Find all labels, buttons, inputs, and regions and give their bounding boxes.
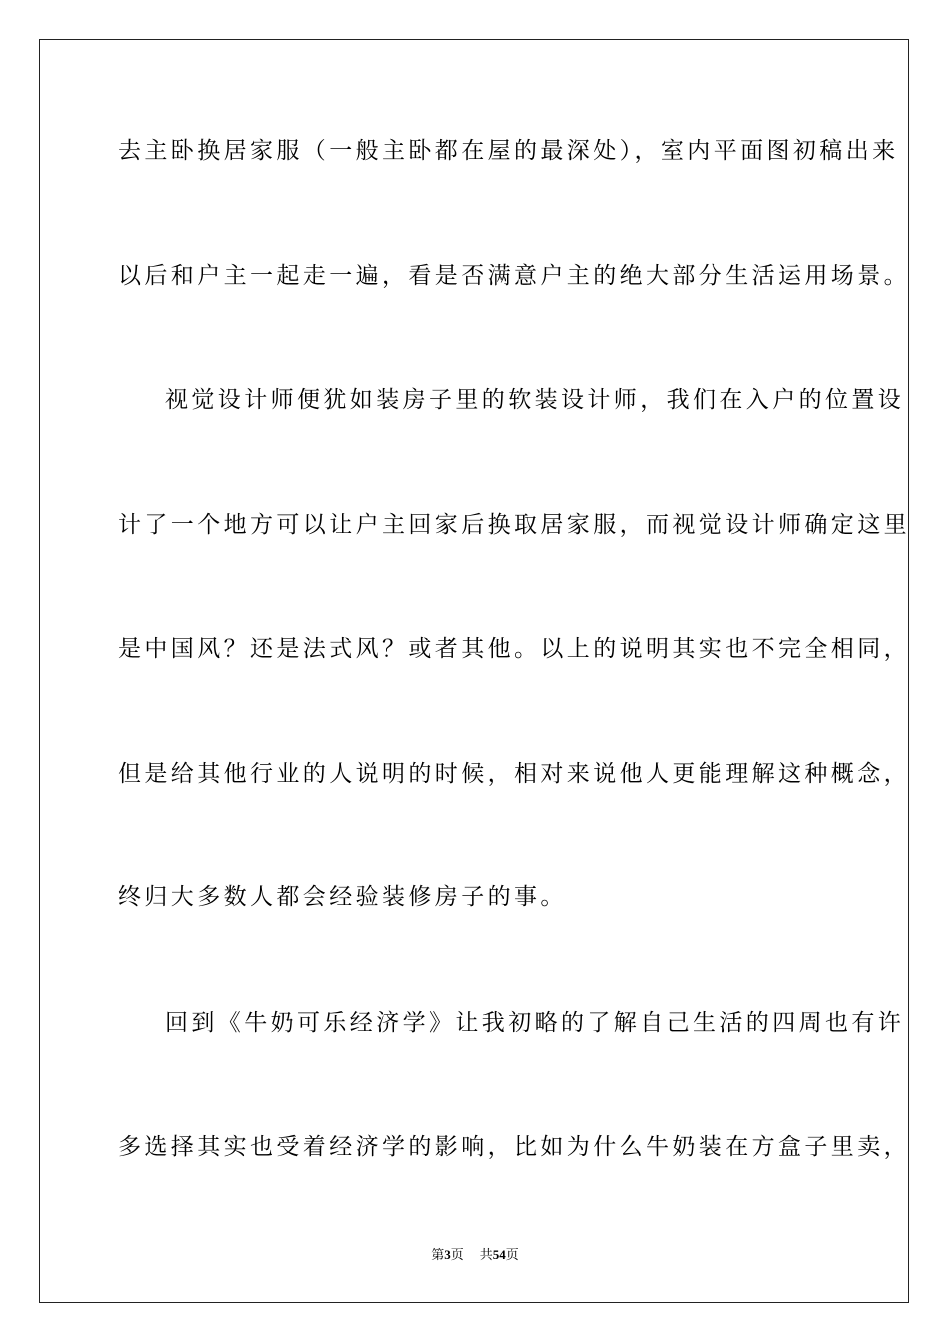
body-line-8: 回到《牛奶可乐经济学》让我初略的了解自己生活的四周也有许 [165, 1010, 905, 1036]
body-line-5: 是中国风？还是法式风？或者其他。以上的说明其实也不完全相同， [118, 636, 910, 662]
page-footer [0, 1246, 950, 1265]
footer-total-pages: 54 [492, 1247, 506, 1262]
body-line-7: 终归大多数人都会经验装修房子的事。 [118, 884, 567, 910]
footer-page-prefix: 第 [431, 1248, 445, 1263]
body-line-6: 但是给其他行业的人说明的时候，相对来说他人更能理解这种概念， [118, 761, 910, 787]
footer-total-prefix: 共 [479, 1248, 493, 1263]
body-line-1: 去主卧换居家服（一般主卧都在屋的最深处），室内平面图初稿出来 [118, 138, 899, 164]
footer-total-suffix: 页 [505, 1248, 519, 1263]
body-line-4: 计了一个地方可以让户主回家后换取居家服，而视觉设计师确定这里 [118, 512, 910, 538]
page-border [39, 39, 909, 1303]
body-line-9: 多选择其实也受着经济学的影响，比如为什么牛奶装在方盒子里卖， [118, 1134, 910, 1160]
body-line-2: 以后和户主一起走一遍，看是否满意户主的绝大部分生活运用场景。 [118, 263, 910, 289]
footer-page-number: 3 [444, 1247, 451, 1262]
footer-page-suffix: 页 [450, 1248, 464, 1263]
body-line-3: 视觉设计师便犹如装房子里的软装设计师，我们在入户的位置设 [165, 387, 905, 413]
